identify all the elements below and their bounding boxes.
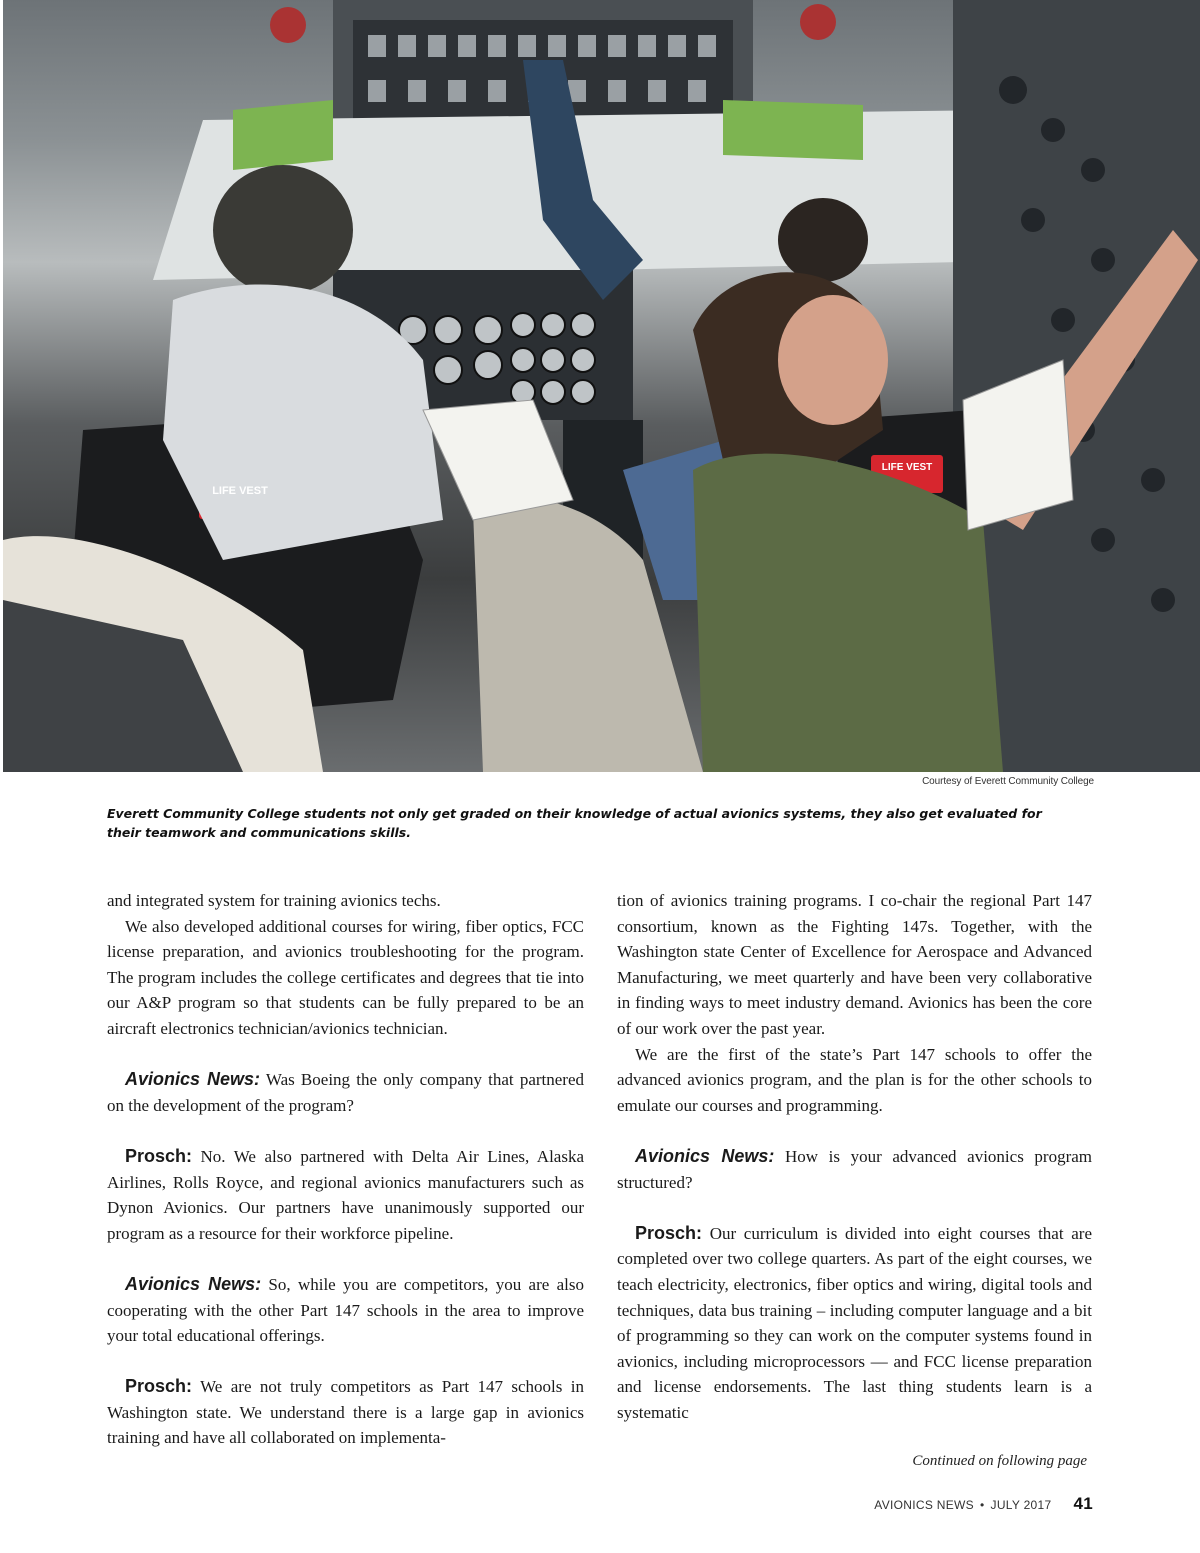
answer: [107, 1144, 584, 1246]
answer: [617, 1221, 1092, 1426]
life-vest-placard-left: LIFE VEST: [212, 485, 268, 497]
speaker-label: Avionics News:: [125, 1273, 262, 1294]
question: [617, 1144, 1092, 1195]
article-column-right: [617, 888, 1092, 1425]
issue-date: JULY 2017: [990, 1498, 1052, 1512]
paragraph: and integrated system for training avionics techs.: [107, 891, 441, 910]
answer: [107, 1374, 584, 1451]
page-footer: [874, 1494, 1093, 1514]
question: [107, 1272, 584, 1349]
speaker-label: Prosch:: [125, 1376, 193, 1397]
question-text: Was Boeing the only company that partnered on the development of the program?: [107, 1070, 585, 1115]
cockpit-photo-icon: [3, 0, 1200, 772]
publication-name: AVIONICS NEWS: [874, 1498, 974, 1512]
answer-text: We are not truly competitors as Part 147 schools in Washington state. We understand there is a large gap in avionics training and have all collaborated on implementa-: [107, 1377, 584, 1448]
speaker-label: Avionics News:: [635, 1145, 775, 1166]
speaker-label: Avionics News:: [125, 1069, 260, 1090]
question-text: How is your advanced avionics program structured?: [617, 1146, 1093, 1192]
speaker-label: Prosch:: [125, 1145, 193, 1166]
question: [107, 1067, 584, 1118]
photo-caption: Everett Community College students not only get graded on their knowledge of actual avionics systems, they also get evaluated for their teamwork and communications skills.: [107, 806, 1042, 840]
continued-notice: Continued on following page: [912, 1453, 1087, 1469]
photo-credit: Courtesy of Everett Community College: [922, 776, 1094, 787]
paragraph: tion of avionics training programs. I co-chair the regional Part 147 consortium, known as the Fighting 147s. Together, with the Washington state Center of Excellence for Aerospace and Advanced Manufacturing, we meet quarterly and have been very collaborative in finding ways to meet industry demand. Avionics has been the core of our work over the past year.: [617, 891, 1092, 1038]
speaker-label: Prosch:: [635, 1222, 703, 1243]
question-text: So, while you are competitors, you are also cooperating with the other Part 147 schools in the area to improve your total educational offerings.: [107, 1274, 584, 1346]
article-column-left: [107, 888, 584, 1451]
paragraph: We are the first of the state’s Part 147 schools to offer the advanced avionics program, and the plan is for the other schools to emulate our courses and programming.: [617, 1044, 1092, 1115]
answer-text: Our curriculum is divided into eight courses that are completed over two college quarters. As part of the eight courses, we teach electricity, electronics, fiber optics and wiring, digital tools and techniques, data bus training – including computer language and a bit of programming so they can work on the computer systems found in avionics, including microprocessors — and FCC license preparation and license endorsements. The last thing students learn is a systematic: [617, 1223, 1092, 1422]
cockpit-photo: [3, 0, 1200, 772]
paragraph: We also developed additional courses for wiring, fiber optics, FCC license preparation, and avionics troubleshooting for the program. The program includes the college certificates and degrees that tie into our A&P program so that students can be fully prepared to be an aircraft electronics technician/avionics technician.: [107, 916, 584, 1038]
life-vest-placard-right: LIFE VEST: [881, 462, 933, 473]
separator: •: [980, 1498, 985, 1512]
answer-text: No. We also partnered with Delta Air Lines, Alaska Airlines, Rolls Royce, and regional avionics manufacturers such as Dynon Avionics. Our partners have unanimously supported our program as a resource for their workforce pipeline.: [107, 1146, 584, 1243]
page-number: 41: [1073, 1494, 1093, 1513]
